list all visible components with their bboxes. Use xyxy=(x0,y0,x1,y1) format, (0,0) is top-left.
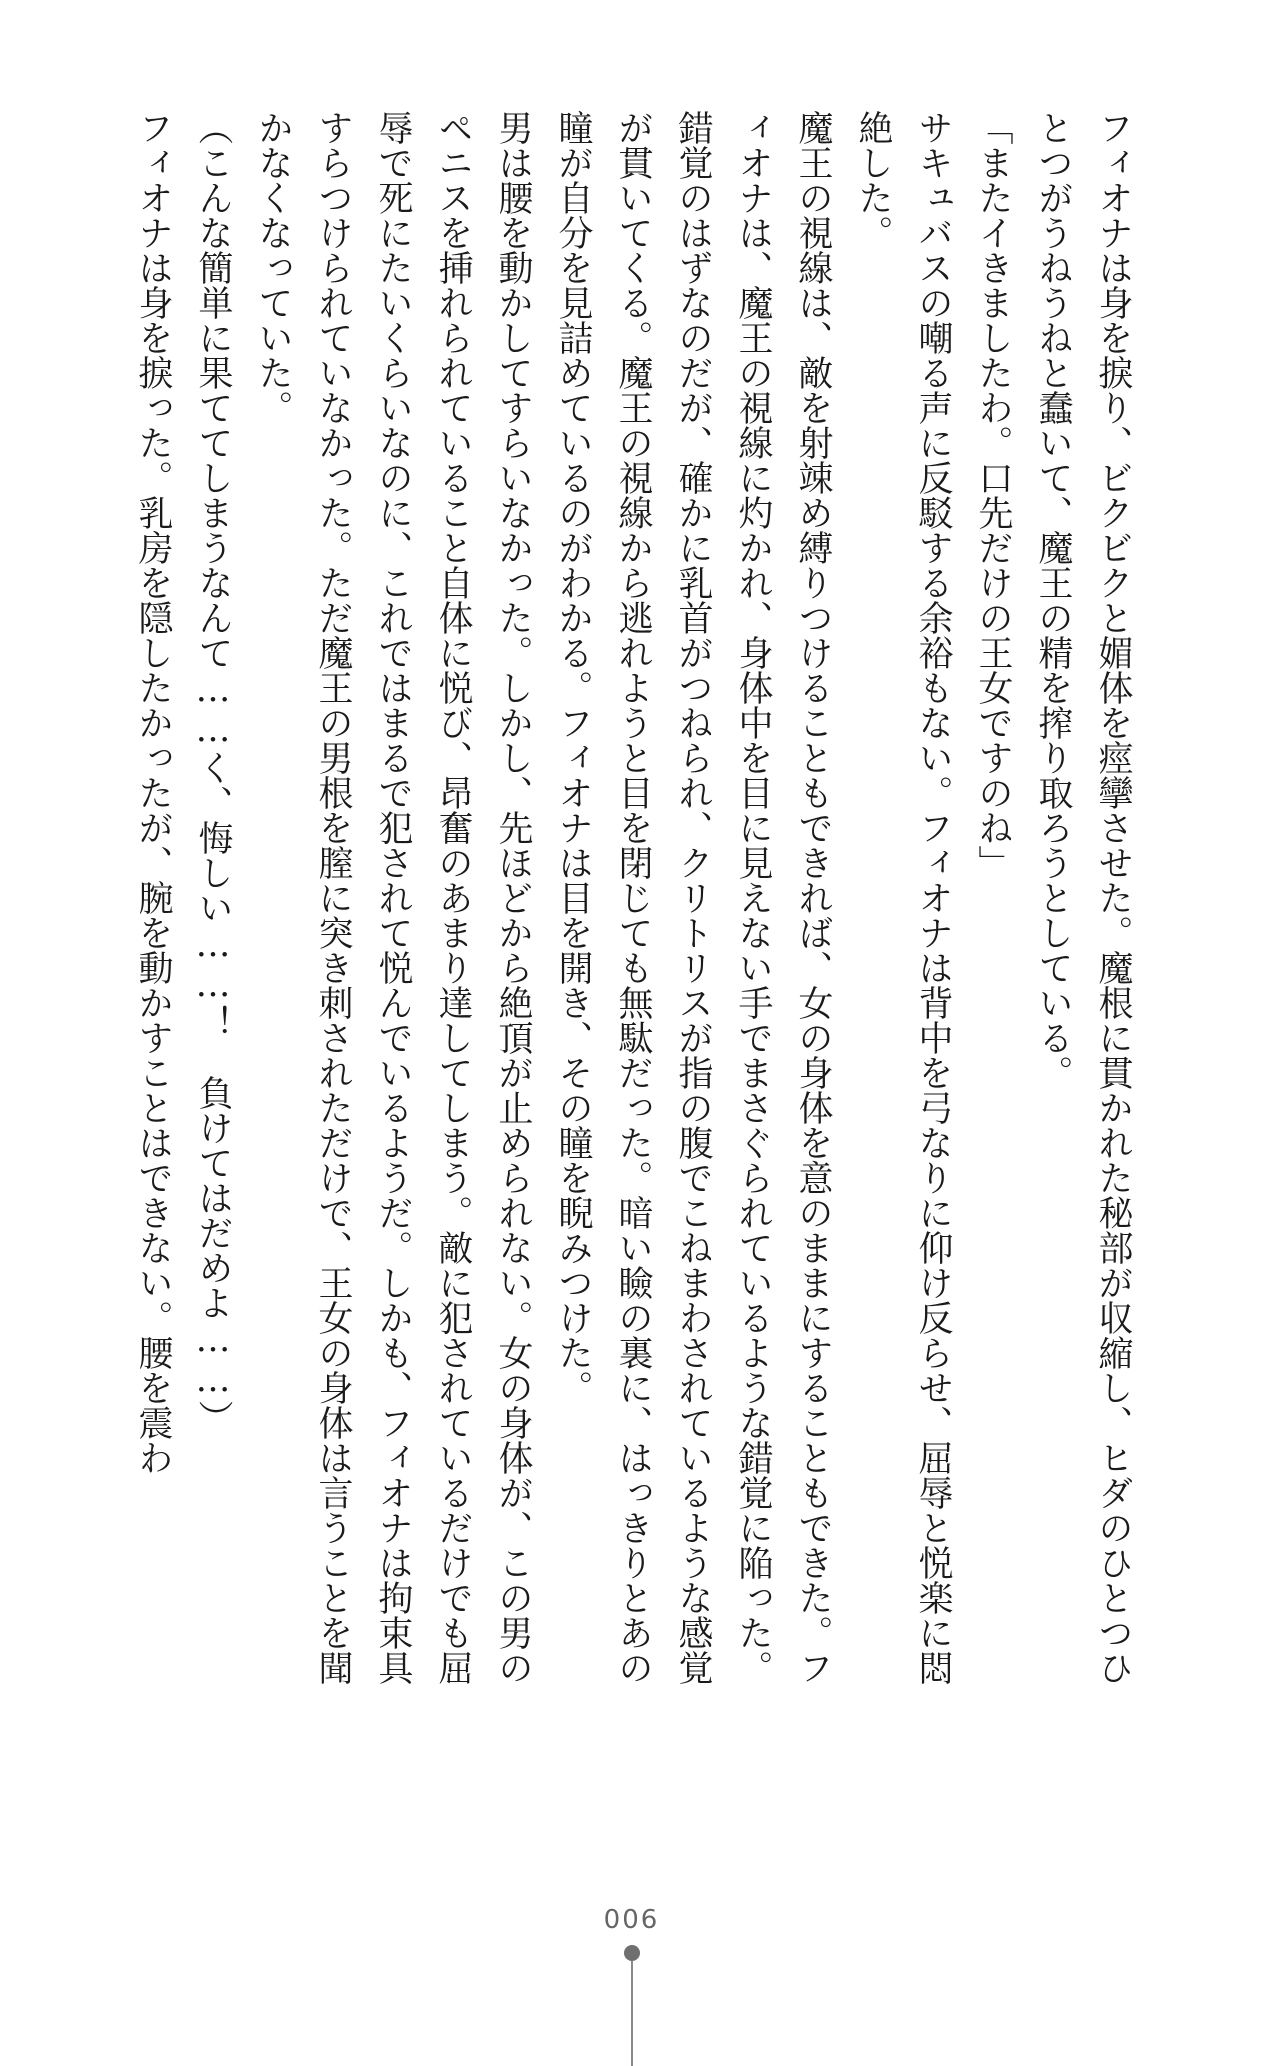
page-number: 006 xyxy=(603,1905,660,1935)
paragraph-7: フィオナは身を捩った。乳房を隠したかったが、腕を動かすことはできない。腰を震わ xyxy=(133,110,173,1475)
paragraph-4: 魔王の視線は、敵を射竦め縛りつけることもできれば、女の身体を意のままにすることもできた。フィオナは、魔王の視線に灼かれ、身体中を目に見えない手でまさぐられているような錯覚に陥った。錯覚のはずなのだが、確かに乳首がつねられ、クリトリスが指の腹でこねまわされているような感覚が貫いてくる。魔王の視線から逃れようと目を閉じても無駄だった。暗い瞼の裏に、はっきりとあの瞳が自分を見詰めているのがわかる。フィオナは目を開き、その瞳を睨みつけた。 xyxy=(553,110,833,1685)
paragraph-6: （こんな簡単に果ててしまうなんて……く、悔しい……！ 負けてはだめよ……） xyxy=(193,110,233,1435)
paragraph-2: 「またイきましたわ。口先だけの王女ですのね」 xyxy=(973,110,1013,880)
page-marker-dot xyxy=(624,1945,640,1961)
page-footer xyxy=(0,1905,1263,1935)
vertical-text-body xyxy=(133,110,1143,1710)
paragraph-5: 男は腰を動かしてすらいなかった。しかし、先ほどから絶頂が止められない。女の身体が、この男のペニスを挿れられていること自体に悦び、昂奮のあまり達してしまう。敵に犯されているだけでも屈辱で死にたいくらいなのに、これではまるで犯されて悦んでいるようだ。しかも、フィオナは拘束具すらつけられていなかった。ただ魔王の男根を膣に突き刺されただけで、王女の身体は言うことを聞かなくなっていた。 xyxy=(253,110,533,1685)
paragraph-3: サキュバスの嘲る声に反駁する余裕もない。フィオナは背中を弓なりに仰け反らせ、屈辱と悦楽に悶絶した。 xyxy=(853,110,953,1685)
page-marker-line xyxy=(631,1961,633,2066)
paragraph-1: フィオナは身を捩り、ビクビクと媚体を痙攣させた。魔根に貫かれた秘部が収縮し、ヒダのひとつひとつがうねうねと蠢いて、魔王の精を搾り取ろうとしている。 xyxy=(1033,110,1133,1685)
